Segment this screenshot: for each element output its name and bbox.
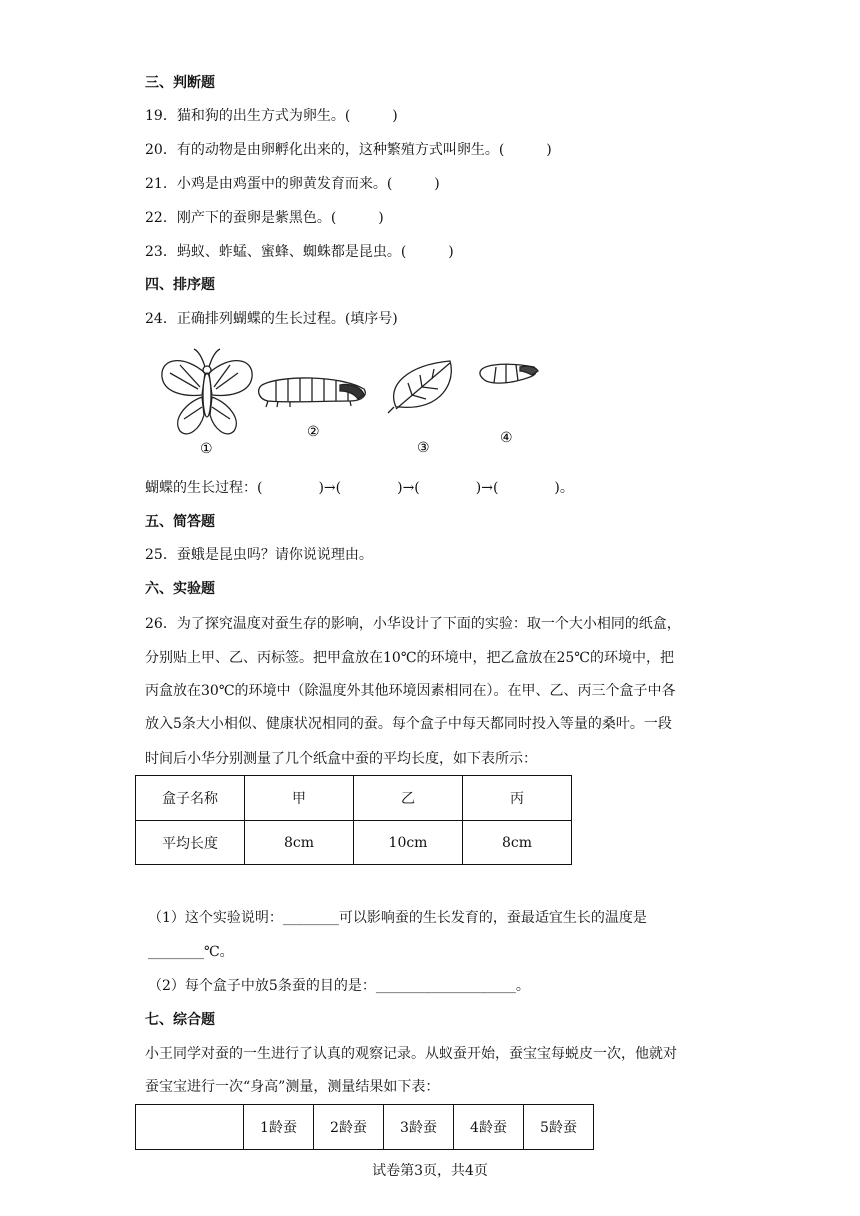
question-23: 23．蚂蚁、蚱蜢、蜜蜂、蜘蛛都是昆虫。( ) bbox=[145, 244, 454, 260]
page-footer: 试卷第3页，共4页 bbox=[372, 1163, 488, 1179]
section-comprehensive-header: 七、综合题 bbox=[145, 1012, 215, 1028]
experiment-q1-line-1: （1）这个实验说明：________可以影响蚕的生长发育的，蚕最适宜生长的温度是 bbox=[148, 910, 647, 926]
experiment-line-5: 时间后小华分别测量了几个纸盒中蚕的平均长度，如下表所示： bbox=[145, 751, 537, 767]
table-cell: 甲 bbox=[245, 776, 354, 821]
comprehensive-line-1: 小王同学对蚕的一生进行了认真的观察记录。从蚁蚕开始，蚕宝宝每蜕皮一次，他就对 bbox=[145, 1046, 677, 1062]
table-cell: 2龄蚕 bbox=[314, 1105, 384, 1150]
section-judge-header: 三、判断题 bbox=[145, 75, 215, 91]
table-cell: 8cm bbox=[245, 821, 354, 865]
table-cell bbox=[136, 1105, 244, 1150]
question-21: 21．小鸡是由鸡蛋中的卵黄发育而来。( ) bbox=[145, 176, 440, 192]
table-cell: 乙 bbox=[354, 776, 463, 821]
comprehensive-line-2: 蚕宝宝进行一次“身高”测量，测量结果如下表： bbox=[145, 1079, 440, 1095]
experiment-line-2: 分别贴上甲、乙、丙标签。把甲盒放在10℃的环境中，把乙盒放在25℃的环境中，把 bbox=[145, 650, 674, 666]
table-cell: 5龄蚕 bbox=[524, 1105, 594, 1150]
label-3: ③ bbox=[417, 440, 430, 456]
table-cell: 1龄蚕 bbox=[244, 1105, 314, 1150]
question-25: 25．蚕蛾是昆虫吗？请你说说理由。 bbox=[145, 547, 373, 563]
section-order-header: 四、排序题 bbox=[145, 277, 215, 293]
experiment-line-4: 放入5条大小相似、健康状况相同的蚕。每个盒子中每天都同时投入等量的桑叶。一段 bbox=[145, 716, 672, 732]
question-20: 20．有的动物是由卵孵化出来的，这种繁殖方式叫卵生。( ) bbox=[145, 142, 552, 158]
table-cell: 3龄蚕 bbox=[384, 1105, 454, 1150]
silkworm-height-table bbox=[135, 1104, 594, 1150]
table-cell: 平均长度 bbox=[136, 821, 245, 865]
section-short-header: 五、简答题 bbox=[145, 514, 215, 530]
label-4: ④ bbox=[500, 430, 513, 446]
experiment-q1-line-2: ________℃。 bbox=[148, 944, 234, 960]
table-row bbox=[136, 1105, 594, 1150]
experiment-q2: （2）每个盒子中放5条蚕的目的是：____________________。 bbox=[148, 978, 530, 994]
question-22: 22．刚产下的蚕卵是紫黑色。( ) bbox=[145, 210, 384, 226]
section-experiment-header: 六、实验题 bbox=[145, 581, 215, 597]
table-cell: 4龄蚕 bbox=[454, 1105, 524, 1150]
butterfly-image bbox=[162, 349, 252, 434]
length-table bbox=[135, 775, 572, 865]
table-row bbox=[136, 821, 572, 865]
butterfly-order-answer: 蝴蝶的生长过程：( )→( )→( )→( )。 bbox=[145, 480, 574, 496]
table-row bbox=[136, 776, 572, 821]
label-2: ② bbox=[307, 424, 320, 440]
leaf-egg-image bbox=[388, 361, 451, 413]
experiment-line-3: 丙盒放在30℃的环境中（除温度外其他环境因素相同在）。在甲、乙、丙三个盒子中各 bbox=[145, 683, 676, 699]
butterfly-lifecycle-figure bbox=[150, 345, 570, 460]
question-24: 24．正确排列蝴蝶的生长过程。(填序号) bbox=[145, 311, 398, 327]
table-cell: 丙 bbox=[463, 776, 572, 821]
question-19: 19．猫和狗的出生方式为卵生。( ) bbox=[145, 108, 398, 124]
caterpillar-image bbox=[259, 378, 366, 407]
label-1: ① bbox=[200, 441, 213, 457]
table-cell: 盒子名称 bbox=[136, 776, 245, 821]
experiment-line-1: 26．为了探究温度对蚕生存的影响，小华设计了下面的实验：取一个大小相同的纸盒， bbox=[145, 616, 681, 632]
table-cell: 10cm bbox=[354, 821, 463, 865]
table-cell: 8cm bbox=[463, 821, 572, 865]
chrysalis-image bbox=[480, 364, 538, 383]
